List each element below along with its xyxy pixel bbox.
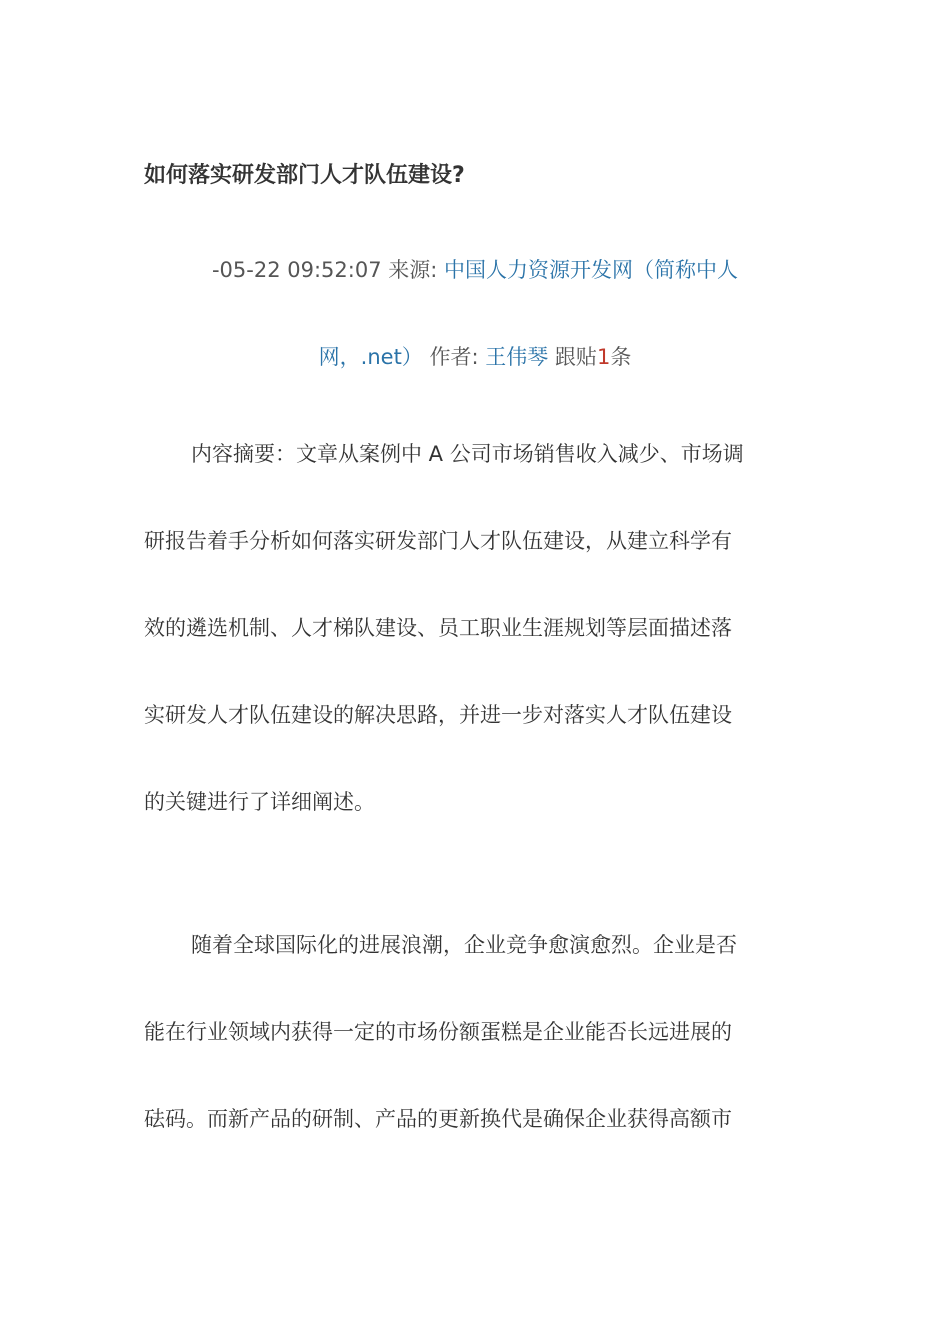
- body-line: 随着全球国际化的进展浪潮，企业竞争愈演愈烈。企业是否: [191, 933, 737, 957]
- reply-label: 跟贴: [548, 345, 597, 369]
- reply-count[interactable]: 1: [596, 345, 611, 369]
- article-title: 如何落实研发部门人才队伍建设?: [144, 163, 465, 188]
- article-meta-line-2: [0, 341, 950, 371]
- summary-line: 实研发人才队伍建设的解决思路，并进一步对落实人才队伍建设: [144, 703, 732, 727]
- summary-line: 内容摘要：文章从案例中 A 公司市场销售收入减少、市场调: [191, 442, 744, 466]
- publish-date: -05-22 09:52:07 来源:: [211, 258, 444, 282]
- summary-line: 研报告着手分析如何落实研发部门人才队伍建设，从建立科学有: [144, 529, 732, 553]
- author-label: 作者:: [422, 345, 486, 369]
- source-link-continued[interactable]: 网，.net）: [318, 345, 423, 369]
- author-link[interactable]: 王伟琴: [485, 345, 549, 369]
- source-link[interactable]: 中国人力资源开发网（简称中人: [444, 258, 738, 282]
- body-line: 砝码。而新产品的研制、产品的更新换代是确保企业获得高额市: [144, 1107, 732, 1131]
- summary-line: 效的遴选机制、人才梯队建设、员工职业生涯规划等层面描述落: [144, 616, 732, 640]
- reply-unit: 条: [610, 345, 632, 369]
- article-meta-line-1: [0, 254, 950, 284]
- body-line: 能在行业领域内获得一定的市场份额蛋糕是企业能否长远进展的: [144, 1020, 732, 1044]
- summary-line: 的关键进行了详细阐述。: [144, 790, 375, 814]
